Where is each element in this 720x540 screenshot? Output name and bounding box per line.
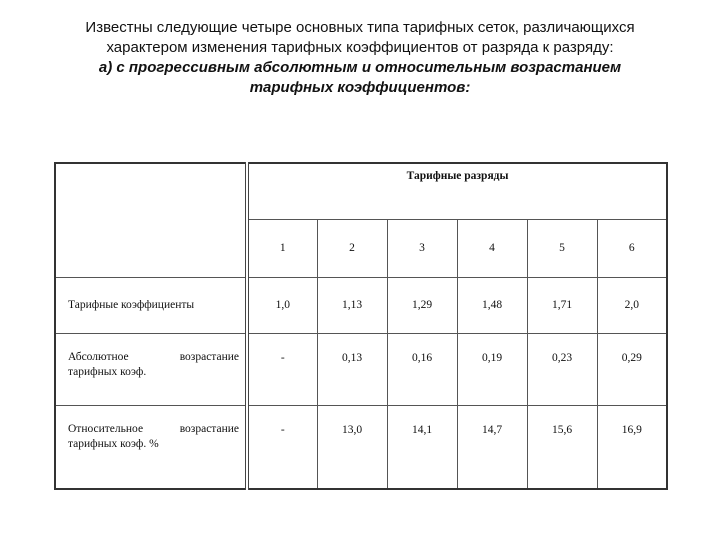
rank-cell: 6 [597, 219, 667, 277]
row-label-line-2: тарифных коэф. [68, 365, 147, 378]
heading-line-2: характером изменения тарифных коэффициентов от разряда к разряду: [106, 39, 614, 56]
tariff-table-wrapper [54, 162, 666, 488]
table-row [55, 277, 667, 333]
heading-line-3: а) с прогрессивным абсолютным и относительным возрастанием [98, 59, 622, 76]
heading [20, 18, 700, 98]
row-label [55, 333, 247, 405]
rank-cell: 1 [247, 219, 317, 277]
row-label-word: возрастание [179, 422, 239, 435]
row-label-word: возрастание [179, 350, 239, 363]
table-cell: 2,0 [597, 277, 667, 333]
table-cell: 14,1 [387, 405, 457, 489]
table-cell: - [247, 333, 317, 405]
table-cell: 1,71 [527, 277, 597, 333]
heading-line-1: Известны следующие четыре основных типа тарифных сеток, различающихся [85, 19, 635, 36]
table-cell: 0,19 [457, 333, 527, 405]
table-row [55, 405, 667, 489]
group-header-cell [247, 163, 667, 219]
table-cell: 0,29 [597, 333, 667, 405]
group-header: Тарифные разряды [406, 170, 509, 182]
table-cell: 1,13 [317, 277, 387, 333]
table-cell: - [247, 405, 317, 489]
table-cell: 0,23 [527, 333, 597, 405]
table-cell: 1,0 [247, 277, 317, 333]
table-row [55, 333, 667, 405]
row-label-word: Относительное [68, 422, 144, 435]
rank-cell: 5 [527, 219, 597, 277]
rank-cell: 2 [317, 219, 387, 277]
table-cell: 0,16 [387, 333, 457, 405]
row-label-text [68, 350, 239, 380]
rank-cell: 3 [387, 219, 457, 277]
table-cell: 13,0 [317, 405, 387, 489]
row-label [55, 277, 247, 333]
table-cell: 1,48 [457, 277, 527, 333]
row-label-line-1 [68, 350, 239, 365]
tariff-table [54, 162, 668, 490]
row-label-line-2: тарифных коэф. % [68, 437, 159, 450]
rank-cell: 4 [457, 219, 527, 277]
table-cell: 1,29 [387, 277, 457, 333]
row-label [55, 405, 247, 489]
table-header-row [55, 163, 667, 219]
row-label-text [68, 422, 239, 452]
row-label-line-1 [68, 422, 239, 437]
table-cell: 15,6 [527, 405, 597, 489]
table-cell: 14,7 [457, 405, 527, 489]
row-label-text: Тарифные коэффициенты [68, 299, 195, 311]
empty-corner-cell [55, 163, 247, 277]
row-label-word: Абсолютное [68, 350, 129, 363]
table-cell: 0,13 [317, 333, 387, 405]
table-cell: 16,9 [597, 405, 667, 489]
heading-line-4: тарифных коэффициентов: [249, 79, 471, 96]
